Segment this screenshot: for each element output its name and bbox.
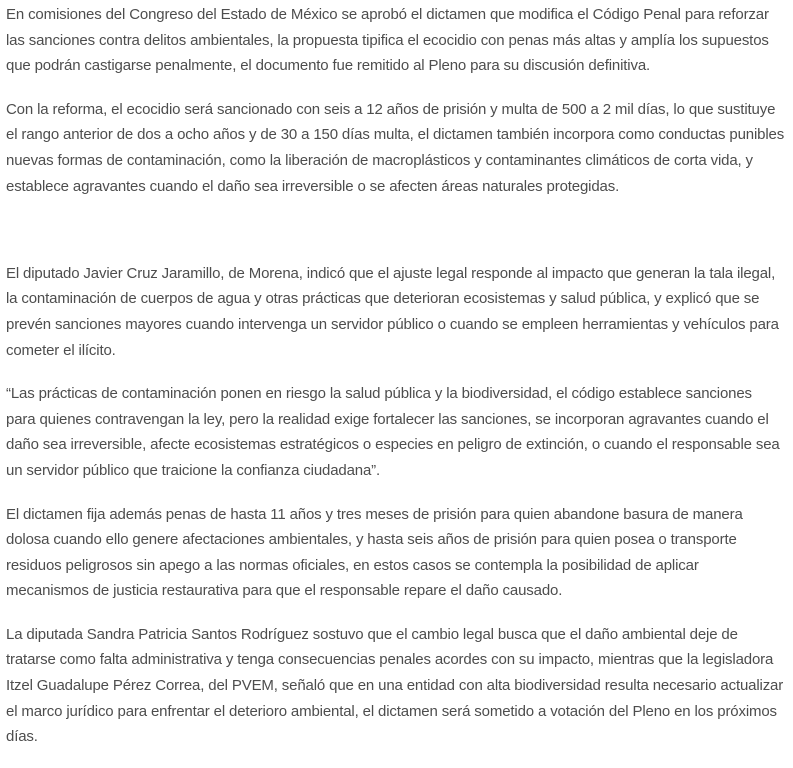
paragraph-deputy-cruz-jaramillo: El diputado Javier Cruz Jaramillo, de Morena, indicó que el ajuste legal responde al impacto que generan la tala ilegal, la contaminación de cuerpos de agua y otras prácticas que deterioran ecosistemas y salud pública, y explicó que se prevén sanciones mayores cuando intervenga un servidor público o cuando se empleen herramientas y vehículos para cometer el ilícito.: [6, 264, 779, 359]
paragraph-quote: “Las prácticas de contaminación ponen en riesgo la salud pública y la biodiversidad, el código establece sanciones para quienes contravengan la ley, pero la realidad exige fortalecer las sanciones, se incorporan agravantes cuando el daño sea irreversible, afecte ecosistemas estratégicos o especies en peligro de extinción, o cuando el responsable sea un servidor público que traicione la confianza ciudadana”.: [6, 385, 780, 479]
paragraph-committee-approval: En comisiones del Congreso del Estado de México se aprobó el dictamen que modifica el Código Penal para reforzar las sanciones contra delitos ambientales, la propuesta tipifica el ecocidio con penas más altas y amplía los supuestos que podrán castigarse penalmente, el documento fue remitido al Pleno para su discusión definitiva.: [6, 6, 769, 75]
paragraph-reform-penalties: Con la reforma, el ecocidio será sancionado con seis a 12 años de prisión y multa de 500 a 2 mil días, lo que sustituye el rango anterior de dos a ocho años y de 30 a 150 días multa, el dictamen también incorpora como conductas punibles nuevas formas de contaminación, como la liberación de macroplásticos y contaminantes climáticos de corta vida, y establece agravantes cuando el daño sea irreversible o se afecten áreas naturales protegidas.: [6, 100, 785, 195]
paragraph-additional-penalties: El dictamen fija además penas de hasta 11 años y tres meses de prisión para quien abandone basura de manera dolosa cuando ello genere afectaciones ambientales, y hasta seis años de prisión para quien posea o transporte residuos peligrosos sin apego a las normas oficiales, en estos casos se contempla la posibilidad de aplicar mecanismos de justicia restaurativa para que el responsable repare el daño causado.: [6, 505, 743, 600]
paragraph-spacer: [6, 217, 785, 243]
paragraph-deputies-statements: La diputada Sandra Patricia Santos Rodríguez sostuvo que el cambio legal busca que el daño ambiental deje de tratarse como falta administrativa y tenga consecuencias penales acordes con su impacto, mientras que la legisladora Itzel Guadalupe Pérez Correa, del PVEM, señaló que en una entidad con alta biodiversidad resulta necesario actualizar el marco jurídico para enfrentar el deterioro ambiental, el dictamen será sometido a votación del Pleno en los próximos días.: [6, 625, 784, 746]
